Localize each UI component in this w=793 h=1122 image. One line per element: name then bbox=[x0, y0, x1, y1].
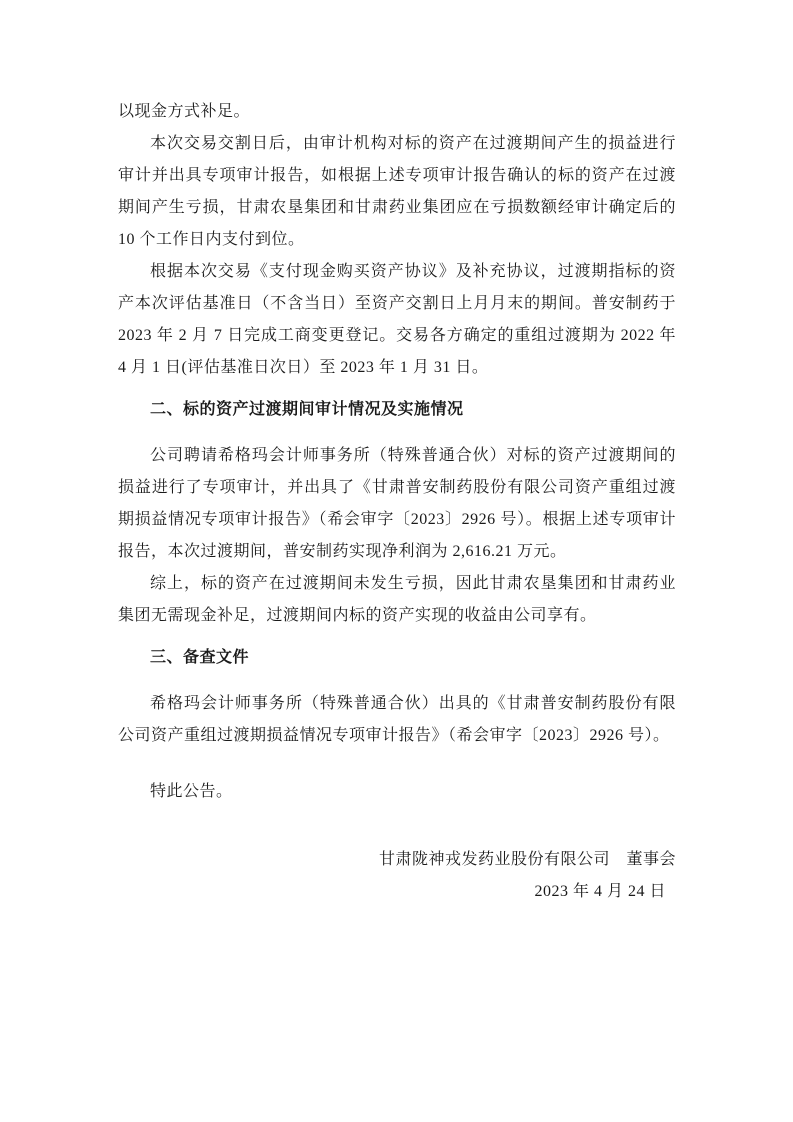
paragraph-cash-supplement: 以现金方式补足。 bbox=[118, 103, 251, 120]
paragraph-transition-period-definition: 根据本次交易《支付现金购买资产协议》及补充协议，过渡期指标的资产本次评估基准日（不含当日）至资产交割日上月月末的期间。普安制药于 2023 年 2 月 7 日完成工商变更登记。交易各方确定的重组过渡期为 2022 年 4 月 1 日(评估基准日次日）至 2023 年 1 月 31 日。 bbox=[118, 263, 676, 376]
paragraph-reference-document-item: 希格玛会计师事务所（特殊普通合伙）出具的《甘肃普安制药股份有限公司资产重组过渡期损益情况专项审计报告》（希会审字〔2023〕2926 号）。 bbox=[118, 695, 676, 744]
signature-date: 2023 年 4 月 24 日 bbox=[534, 883, 666, 900]
paragraph-audit-after-closing: 本次交易交割日后，由审计机构对标的资产在过渡期间产生的损益进行审计并出具专项审计报告，如根据上述专项审计报告确认的标的资产在过渡期间产生亏损，甘肃农垦集团和甘肃药业集团应在亏损数额经审计确定后的 10 个工作日内支付到位。 bbox=[118, 135, 676, 248]
closing-statement: 特此公告。 bbox=[150, 783, 233, 800]
signature-block bbox=[118, 844, 676, 908]
section-heading-audit-situation: 二、标的资产过渡期间审计情况及实施情况 bbox=[150, 401, 464, 418]
signature-company: 甘肃陇神戎发药业股份有限公司 董事会 bbox=[378, 851, 676, 868]
paragraph-special-audit-result: 公司聘请希格玛会计师事务所（特殊普通合伙）对标的资产过渡期间的损益进行了专项审计，并出具了《甘肃普安制药股份有限公司资产重组过渡期损益情况专项审计报告》（希会审字〔2023〕2926 号）。根据上述专项审计报告，本次过渡期间，普安制药实现净利润为 2,616.21 万元。 bbox=[118, 447, 676, 560]
section-heading-reference-documents: 三、备查文件 bbox=[150, 649, 250, 666]
paragraph-conclusion-no-loss: 综上，标的资产在过渡期间未发生亏损，因此甘肃农垦集团和甘肃药业集团无需现金补足，过渡期间内标的资产实现的收益由公司享有。 bbox=[118, 575, 676, 624]
